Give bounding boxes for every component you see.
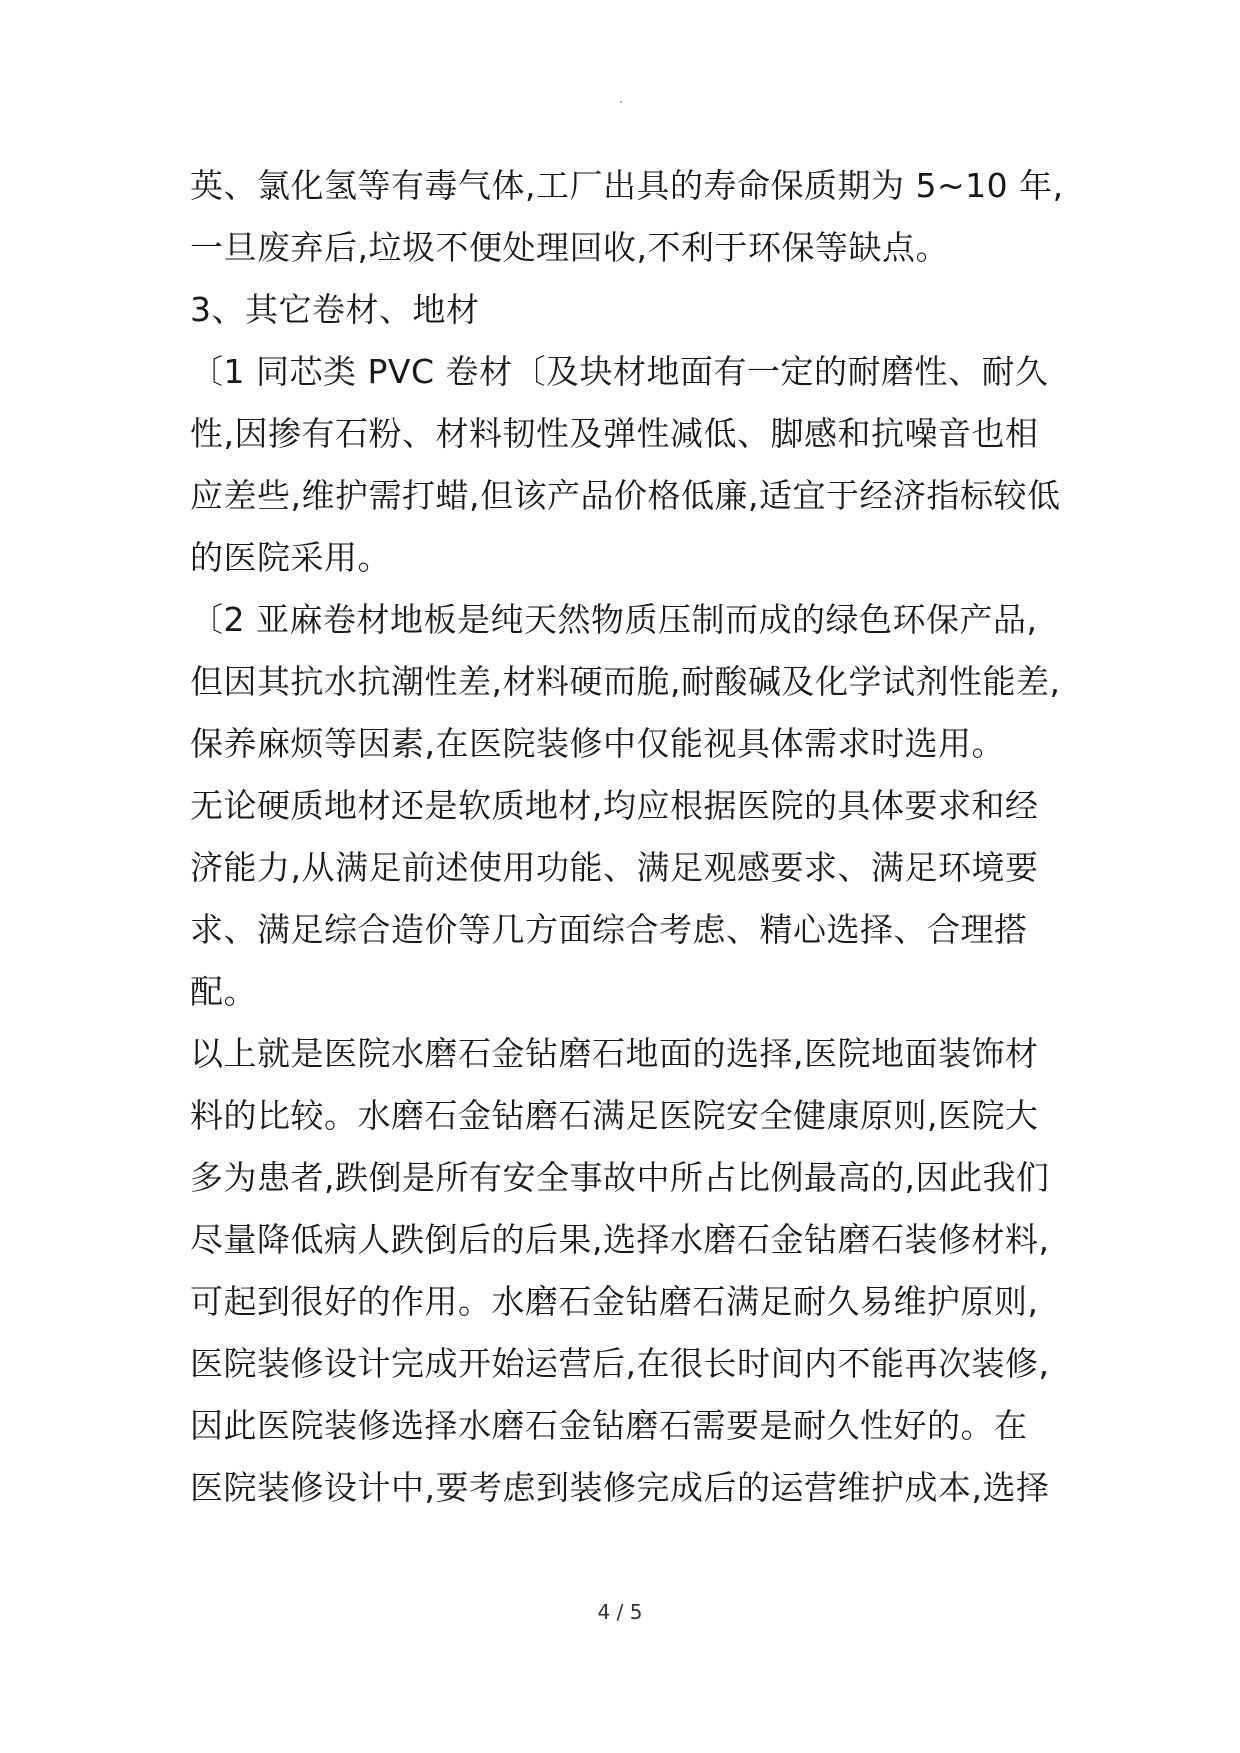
text-line: 应差些,维护需打蜡,但该产品价格低廉,适宜于经济指标较低 xyxy=(190,476,1061,515)
text-line: 〔1 同芯类 PVC 卷材〔及块材地面有一定的耐磨性、耐久 xyxy=(190,352,1049,391)
text-line: 但因其抗水抗潮性差,材料硬而脆,耐酸碱及化学试剂性能差, xyxy=(190,662,1061,701)
text-line: 无论硬质地材还是软质地材,均应根据医院的具体要求和经 xyxy=(190,786,1039,825)
text-line: 保养麻烦等因素,在医院装修中仅能视具体需求时选用。 xyxy=(190,724,1005,763)
page-number: 4 / 5 xyxy=(597,1600,643,1624)
document-body xyxy=(190,155,1064,1519)
text-line: 医院装修设计中,要考虑到装修完成后的运营维护成本,选择 xyxy=(190,1468,1050,1507)
text-line: 济能力,从满足前述使用功能、满足观感要求、满足环境要 xyxy=(190,848,1039,887)
text-line: 一旦废弃后,垃圾不便处理回收,不利于环保等缺点。 xyxy=(190,228,949,267)
text-line: 〔2 亚麻卷材地板是纯天然物质压制而成的绿色环保产品, xyxy=(190,600,1038,639)
text-line: 料的比较。水磨石金钻磨石满足医院安全健康原则,医院大 xyxy=(190,1096,1039,1135)
text-line: 可起到很好的作用。水磨石金钻磨石满足耐久易维护原则, xyxy=(190,1282,1039,1321)
header-mark: · xyxy=(619,95,623,109)
text-line: 多为患者,跌倒是所有安全事故中所占比例最高的,因此我们 xyxy=(190,1158,1050,1197)
text-line: 尽量降低病人跌倒后的后果,选择水磨石金钻磨石装修材料, xyxy=(190,1220,1050,1259)
section-heading: 3、其它卷材、地材 xyxy=(190,290,480,329)
text-line: 配。 xyxy=(190,972,257,1011)
text-line: 英、氯化氢等有毒气体,工厂出具的寿命保质期为 5~10 年, xyxy=(190,166,1064,205)
text-line: 以上就是医院水磨石金钻磨石地面的选择,医院地面装饰材 xyxy=(190,1034,1039,1073)
text-line: 性,因掺有石粉、材料韧性及弹性减低、脚感和抗噪音也相 xyxy=(190,414,1039,453)
text-line: 求、满足综合造价等几方面综合考虑、精心选择、合理搭 xyxy=(190,910,1028,949)
text-line: 因此医院装修选择水磨石金钻磨石需要是耐久性好的。在 xyxy=(190,1406,1028,1445)
text-line: 医院装修设计完成开始运营后,在很长时间内不能再次装修, xyxy=(190,1344,1050,1383)
text-line: 的医院采用。 xyxy=(190,538,391,577)
